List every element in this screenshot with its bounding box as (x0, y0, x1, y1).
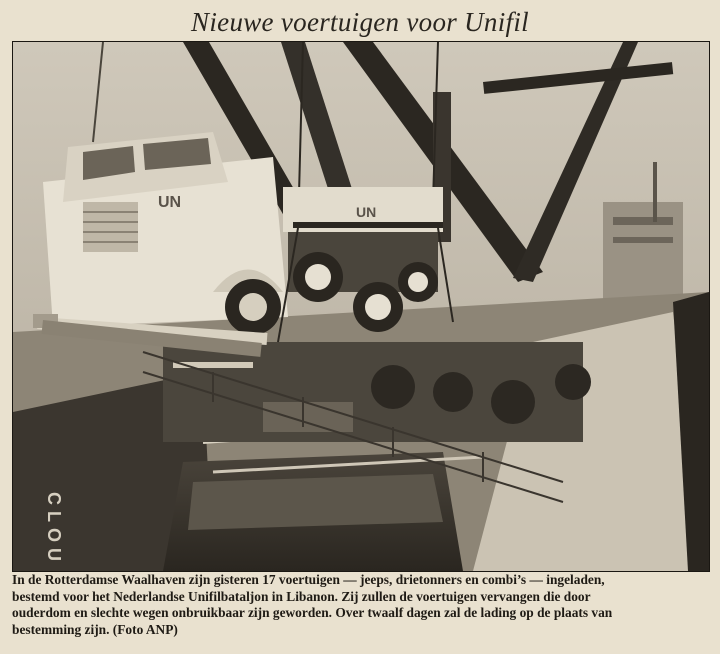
jeep-un-marking: UN (356, 204, 377, 220)
deck-vehicles (163, 342, 591, 442)
headline: Nieuwe voertuigen voor Unifil (191, 7, 529, 37)
harbor-loading-photo (13, 42, 709, 571)
caption-line: In de Rotterdamse Waalhaven zijn gisteren 17 voertuigen — jeeps, drietonners en combi’s — ingeladen, (12, 572, 605, 587)
caption-line: bestemd voor het Nederlandse Unifilbataljon in Libanon. Zij zullen de voertuigen vervangen die door (12, 588, 591, 604)
photo-caption (12, 572, 708, 650)
truck-un-marking: UN (158, 194, 182, 211)
news-photo (12, 41, 710, 572)
container-marking: CLOU (44, 492, 64, 567)
caption-line: bestemming zijn. (Foto ANP) (12, 621, 178, 637)
caption-line: ouderdom en slechte wegen onbruikbaar zijn geworden. Over twaalf dagen zal de lading op de plaats van (12, 605, 613, 621)
hoisted-truck (33, 132, 288, 345)
